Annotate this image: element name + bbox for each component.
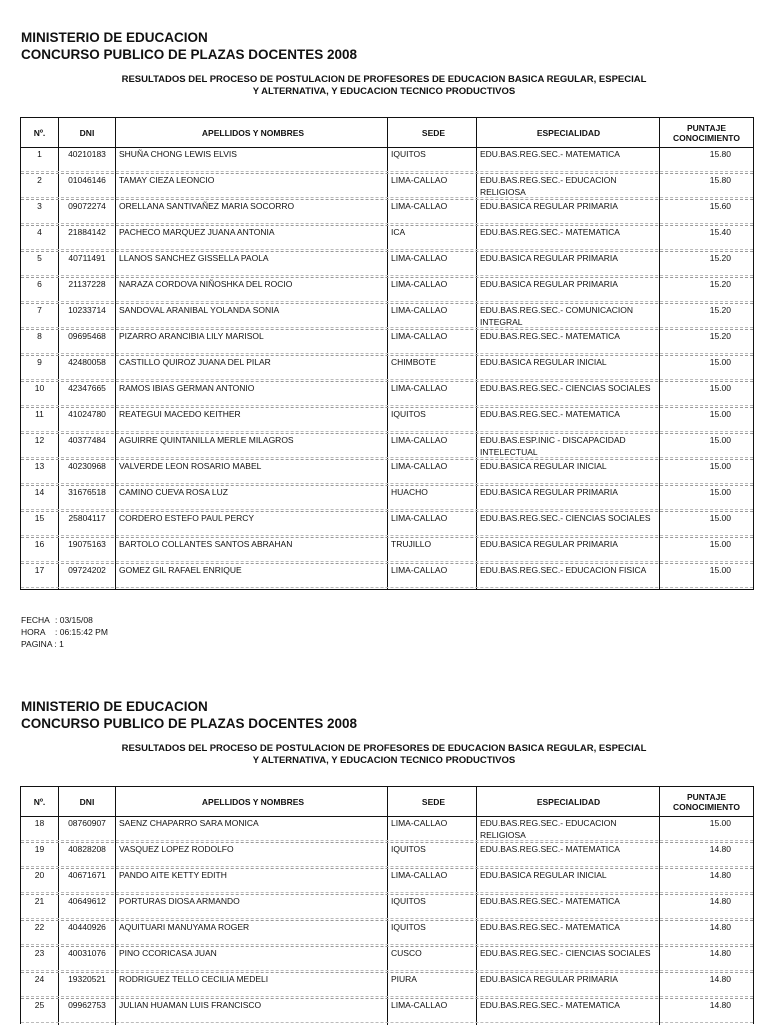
row-dni: 40671671	[58, 869, 115, 895]
row-puntaje: 15.00	[659, 564, 753, 590]
row-especialidad: EDU.BAS.REG.SEC.- CIENCIAS SOCIALES	[476, 512, 659, 538]
table-row	[21, 999, 753, 1025]
results-table	[20, 117, 754, 590]
table-row	[21, 973, 753, 999]
col-puntaje-line2: CONOCIMIENTO	[673, 801, 740, 812]
col-dni-header: DNI	[58, 787, 115, 816]
row-puntaje: 15.00	[659, 382, 753, 408]
row-number: 4	[37, 227, 42, 237]
col-num-header: Nº.	[33, 796, 46, 807]
row-number: 14	[34, 487, 45, 497]
row-name: CAMINO CUEVA ROSA LUZ	[115, 486, 387, 512]
row-dni: 09962753	[58, 999, 115, 1025]
col-num-header: Nº.	[33, 127, 46, 138]
row-especialidad: EDU.BAS.REG.SEC.- MATEMATICA	[476, 226, 659, 252]
row-number: 2	[37, 175, 42, 185]
row-number: 12	[34, 435, 45, 445]
row-sede: LIMA-CALLAO	[387, 304, 476, 330]
row-sede: IQUITOS	[387, 921, 476, 947]
row-name: LLANOS SANCHEZ GISSELLA PAOLA	[115, 252, 387, 278]
col-especialidad-header: ESPECIALIDAD	[476, 787, 659, 816]
row-dni: 19320521	[58, 973, 115, 999]
col-puntaje-line1: PUNTAJE	[686, 122, 727, 133]
row-puntaje: 14.80	[659, 921, 753, 947]
row-dni: 40649612	[58, 895, 115, 921]
subtitle-line1-p2: RESULTADOS DEL PROCESO DE POSTULACION DE PROFESORES DE EDUCACION BASICA REGULAR, ESPECIAL	[121, 743, 647, 754]
row-puntaje: 15.00	[659, 538, 753, 564]
row-dni: 40440926	[58, 921, 115, 947]
row-puntaje: 14.80	[659, 843, 753, 869]
col-sede-header: SEDE	[387, 787, 476, 816]
row-name: PANDO AITE KETTY EDITH	[115, 869, 387, 895]
row-number: 9	[37, 357, 42, 367]
row-sede: CHIMBOTE	[387, 356, 476, 382]
row-dni: 40031076	[58, 947, 115, 973]
row-dni: 40828208	[58, 843, 115, 869]
row-name: REATEGUI MACEDO KEITHER	[115, 408, 387, 434]
row-puntaje: 15.20	[659, 278, 753, 304]
row-sede: LIMA-CALLAO	[387, 200, 476, 226]
row-especialidad: EDU.BASICA REGULAR INICIAL	[476, 460, 659, 486]
row-sede: LIMA-CALLAO	[387, 330, 476, 356]
row-puntaje: 15.00	[659, 512, 753, 538]
col-puntaje-line2: CONOCIMIENTO	[673, 132, 740, 143]
fecha-label: FECHA	[21, 615, 50, 625]
row-puntaje: 14.80	[659, 973, 753, 999]
row-especialidad: EDU.BAS.REG.SEC.- MATEMATICA	[476, 921, 659, 947]
row-sede: IQUITOS	[387, 843, 476, 869]
row-puntaje: 15.00	[659, 356, 753, 382]
row-number: 25	[34, 1000, 45, 1010]
row-name: PIZARRO ARANCIBIA LILY MARISOL	[115, 330, 387, 356]
ministry-title-p2: MINISTERIO DE EDUCACION	[21, 699, 208, 714]
table-row	[21, 869, 753, 895]
row-number: 21	[34, 896, 45, 906]
table-row	[21, 921, 753, 947]
table-row	[21, 460, 753, 486]
row-name: JULIAN HUAMAN LUIS FRANCISCO	[115, 999, 387, 1025]
row-puntaje: 15.80	[659, 148, 753, 174]
row-especialidad: EDU.BASICA REGULAR PRIMARIA	[476, 538, 659, 564]
table-row	[21, 512, 753, 538]
row-name: PORTURAS DIOSA ARMANDO	[115, 895, 387, 921]
row-puntaje: 14.80	[659, 869, 753, 895]
table-row	[21, 895, 753, 921]
row-number: 19	[34, 844, 45, 854]
subtitle-line2: Y ALTERNATIVA, Y EDUCACION TECNICO PRODUCTIVOS	[252, 86, 516, 97]
row-dni: 09072274	[58, 200, 115, 226]
row-name: VALVERDE LEON ROSARIO MABEL	[115, 460, 387, 486]
col-puntaje-line1: PUNTAJE	[686, 791, 727, 802]
row-puntaje: 15.20	[659, 330, 753, 356]
row-puntaje: 15.80	[659, 174, 753, 200]
table-row	[21, 226, 753, 252]
row-number: 17	[34, 565, 45, 575]
subtitle-line2-p2: Y ALTERNATIVA, Y EDUCACION TECNICO PRODUCTIVOS	[252, 755, 516, 766]
row-sede: LIMA-CALLAO	[387, 512, 476, 538]
col-puntaje-header	[659, 118, 753, 147]
col-dni-header: DNI	[58, 118, 115, 147]
table-row	[21, 382, 753, 408]
row-dni: 09695468	[58, 330, 115, 356]
row-number: 22	[34, 922, 45, 932]
row-puntaje: 15.00	[659, 817, 753, 843]
row-puntaje: 15.00	[659, 460, 753, 486]
row-dni: 40210183	[58, 148, 115, 174]
table-header	[21, 118, 753, 148]
col-puntaje-header	[659, 787, 753, 816]
row-dni: 19075163	[58, 538, 115, 564]
table-row	[21, 564, 753, 590]
row-puntaje: 14.80	[659, 947, 753, 973]
table-row	[21, 356, 753, 382]
row-number: 23	[34, 948, 45, 958]
col-names-header: APELLIDOS Y NOMBRES	[115, 787, 387, 816]
row-especialidad: EDU.BASICA REGULAR PRIMARIA	[476, 973, 659, 999]
row-dni: 42347665	[58, 382, 115, 408]
row-especialidad: EDU.BAS.REG.SEC.- EDUCACION FISICA	[476, 564, 659, 590]
row-sede: LIMA-CALLAO	[387, 278, 476, 304]
contest-title-p2: CONCURSO PUBLICO DE PLAZAS DOCENTES 2008	[21, 716, 358, 731]
row-number: 20	[34, 870, 45, 880]
row-especialidad: EDU.BAS.REG.SEC.- COMUNICACION INTEGRAL	[476, 304, 659, 330]
table-row	[21, 538, 753, 564]
table-body-p2	[21, 817, 753, 1025]
footer-hora	[21, 626, 108, 638]
row-especialidad: EDU.BASICA REGULAR INICIAL	[476, 356, 659, 382]
row-number: 13	[34, 461, 45, 471]
row-sede: ICA	[387, 226, 476, 252]
hora-label: HORA	[21, 627, 46, 637]
table-row	[21, 843, 753, 869]
row-especialidad: EDU.BASICA REGULAR PRIMARIA	[476, 252, 659, 278]
row-dni: 42480058	[58, 356, 115, 382]
row-name: CORDERO ESTEFO PAUL PERCY	[115, 512, 387, 538]
row-puntaje: 15.00	[659, 486, 753, 512]
hora-value: : 06:15:42 PM	[55, 627, 108, 637]
col-especialidad-header: ESPECIALIDAD	[476, 118, 659, 147]
row-sede: LIMA-CALLAO	[387, 817, 476, 843]
row-puntaje: 14.80	[659, 895, 753, 921]
row-number: 6	[37, 279, 42, 289]
row-name: SANDOVAL ARANIBAL YOLANDA SONIA	[115, 304, 387, 330]
row-number: 16	[34, 539, 45, 549]
contest-title: CONCURSO PUBLICO DE PLAZAS DOCENTES 2008	[21, 47, 358, 62]
footer	[21, 614, 108, 650]
subtitle-line1: RESULTADOS DEL PROCESO DE POSTULACION DE PROFESORES DE EDUCACION BASICA REGULAR, ESPECIAL	[121, 74, 647, 85]
row-dni: 01046146	[58, 174, 115, 200]
row-number: 8	[37, 331, 42, 341]
row-especialidad: EDU.BASICA REGULAR PRIMARIA	[476, 200, 659, 226]
row-sede: LIMA-CALLAO	[387, 869, 476, 895]
table-row	[21, 434, 753, 460]
row-sede: LIMA-CALLAO	[387, 999, 476, 1025]
row-sede: IQUITOS	[387, 408, 476, 434]
row-name: BARTOLO COLLANTES SANTOS ABRAHAN	[115, 538, 387, 564]
row-dni: 25804117	[58, 512, 115, 538]
row-sede: IQUITOS	[387, 148, 476, 174]
row-dni: 41024780	[58, 408, 115, 434]
row-dni: 40711491	[58, 252, 115, 278]
row-sede: HUACHO	[387, 486, 476, 512]
table-header-p2	[21, 787, 753, 817]
fecha-value: : 03/15/08	[55, 615, 93, 625]
row-dni: 09724202	[58, 564, 115, 590]
row-sede: TRUJILLO	[387, 538, 476, 564]
row-name: GOMEZ GIL RAFAEL ENRIQUE	[115, 564, 387, 590]
row-dni: 31676518	[58, 486, 115, 512]
col-sede-header: SEDE	[387, 118, 476, 147]
row-especialidad: EDU.BAS.REG.SEC.- CIENCIAS SOCIALES	[476, 947, 659, 973]
row-especialidad: EDU.BASICA REGULAR PRIMARIA	[476, 278, 659, 304]
row-puntaje: 15.20	[659, 304, 753, 330]
row-sede: PIURA	[387, 973, 476, 999]
row-dni: 21884142	[58, 226, 115, 252]
results-table-p2	[20, 786, 754, 1024]
table-row	[21, 486, 753, 512]
row-especialidad: EDU.BAS.REG.SEC.- EDUCACION RELIGIOSA	[476, 174, 659, 200]
footer-fecha	[21, 614, 108, 626]
row-especialidad: EDU.BAS.REG.SEC.- EDUCACION RELIGIOSA	[476, 817, 659, 843]
row-puntaje: 15.00	[659, 408, 753, 434]
row-especialidad: EDU.BAS.REG.SEC.- CIENCIAS SOCIALES	[476, 382, 659, 408]
row-especialidad: EDU.BASICA REGULAR PRIMARIA	[476, 486, 659, 512]
row-dni: 40377484	[58, 434, 115, 460]
row-puntaje: 15.40	[659, 226, 753, 252]
row-name: CASTILLO QUIROZ JUANA DEL PILAR	[115, 356, 387, 382]
table-row	[21, 304, 753, 330]
row-name: PINO CCORICASA JUAN	[115, 947, 387, 973]
row-sede: LIMA-CALLAO	[387, 564, 476, 590]
row-name: VASQUEZ LOPEZ RODOLFO	[115, 843, 387, 869]
table-row	[21, 174, 753, 200]
row-number: 15	[34, 513, 45, 523]
row-puntaje: 14.80	[659, 999, 753, 1025]
row-name: ORELLANA SANTIVAÑEZ MARIA SOCORRO	[115, 200, 387, 226]
row-sede: LIMA-CALLAO	[387, 382, 476, 408]
row-name: SAENZ CHAPARRO SARA MONICA	[115, 817, 387, 843]
row-puntaje: 15.00	[659, 434, 753, 460]
row-name: SHUÑA CHONG LEWIS ELVIS	[115, 148, 387, 174]
ministry-title: MINISTERIO DE EDUCACION	[21, 30, 208, 45]
row-especialidad: EDU.BAS.REG.SEC.- MATEMATICA	[476, 895, 659, 921]
row-number: 24	[34, 974, 45, 984]
row-especialidad: EDU.BAS.REG.SEC.- MATEMATICA	[476, 330, 659, 356]
row-number: 7	[37, 305, 42, 315]
table-row	[21, 817, 753, 843]
row-sede: IQUITOS	[387, 895, 476, 921]
footer-pagina: PAGINA : 1	[21, 639, 64, 649]
row-sede: LIMA-CALLAO	[387, 460, 476, 486]
row-dni: 40230968	[58, 460, 115, 486]
table-row	[21, 148, 753, 174]
row-name: TAMAY CIEZA LEONCIO	[115, 174, 387, 200]
row-dni: 10233714	[58, 304, 115, 330]
row-especialidad: EDU.BAS.REG.SEC.- MATEMATICA	[476, 999, 659, 1025]
row-especialidad: EDU.BAS.REG.SEC.- MATEMATICA	[476, 843, 659, 869]
row-name: PACHECO MARQUEZ JUANA ANTONIA	[115, 226, 387, 252]
row-sede: LIMA-CALLAO	[387, 252, 476, 278]
row-number: 11	[35, 409, 44, 419]
row-number: 3	[37, 201, 42, 211]
table-row	[21, 947, 753, 973]
row-sede: LIMA-CALLAO	[387, 174, 476, 200]
table-row	[21, 252, 753, 278]
table-row	[21, 408, 753, 434]
table-row	[21, 330, 753, 356]
row-sede: LIMA-CALLAO	[387, 434, 476, 460]
row-puntaje: 15.20	[659, 252, 753, 278]
row-sede: CUSCO	[387, 947, 476, 973]
row-especialidad: EDU.BAS.ESP.INIC - DISCAPACIDAD INTELECTUAL	[476, 434, 659, 460]
row-number: 10	[34, 383, 45, 393]
row-puntaje: 15.60	[659, 200, 753, 226]
row-name: AGUIRRE QUINTANILLA MERLE MILAGROS	[115, 434, 387, 460]
row-number: 1	[37, 149, 42, 159]
row-name: NARAZA CORDOVA NIÑOSHKA DEL ROCIO	[115, 278, 387, 304]
row-dni: 08760907	[58, 817, 115, 843]
row-especialidad: EDU.BAS.REG.SEC.- MATEMATICA	[476, 408, 659, 434]
table-row	[21, 200, 753, 226]
row-especialidad: EDU.BASICA REGULAR INICIAL	[476, 869, 659, 895]
table-row	[21, 278, 753, 304]
row-number: 5	[37, 253, 42, 263]
row-especialidad: EDU.BAS.REG.SEC.- MATEMATICA	[476, 148, 659, 174]
row-number: 18	[34, 818, 45, 828]
row-name: RAMOS IBIAS GERMAN ANTONIO	[115, 382, 387, 408]
row-name: RODRIGUEZ TELLO CECILIA MEDELI	[115, 973, 387, 999]
col-names-header: APELLIDOS Y NOMBRES	[115, 118, 387, 147]
table-body	[21, 148, 753, 590]
row-name: AQUITUARI MANUYAMA ROGER	[115, 921, 387, 947]
row-dni: 21137228	[58, 278, 115, 304]
